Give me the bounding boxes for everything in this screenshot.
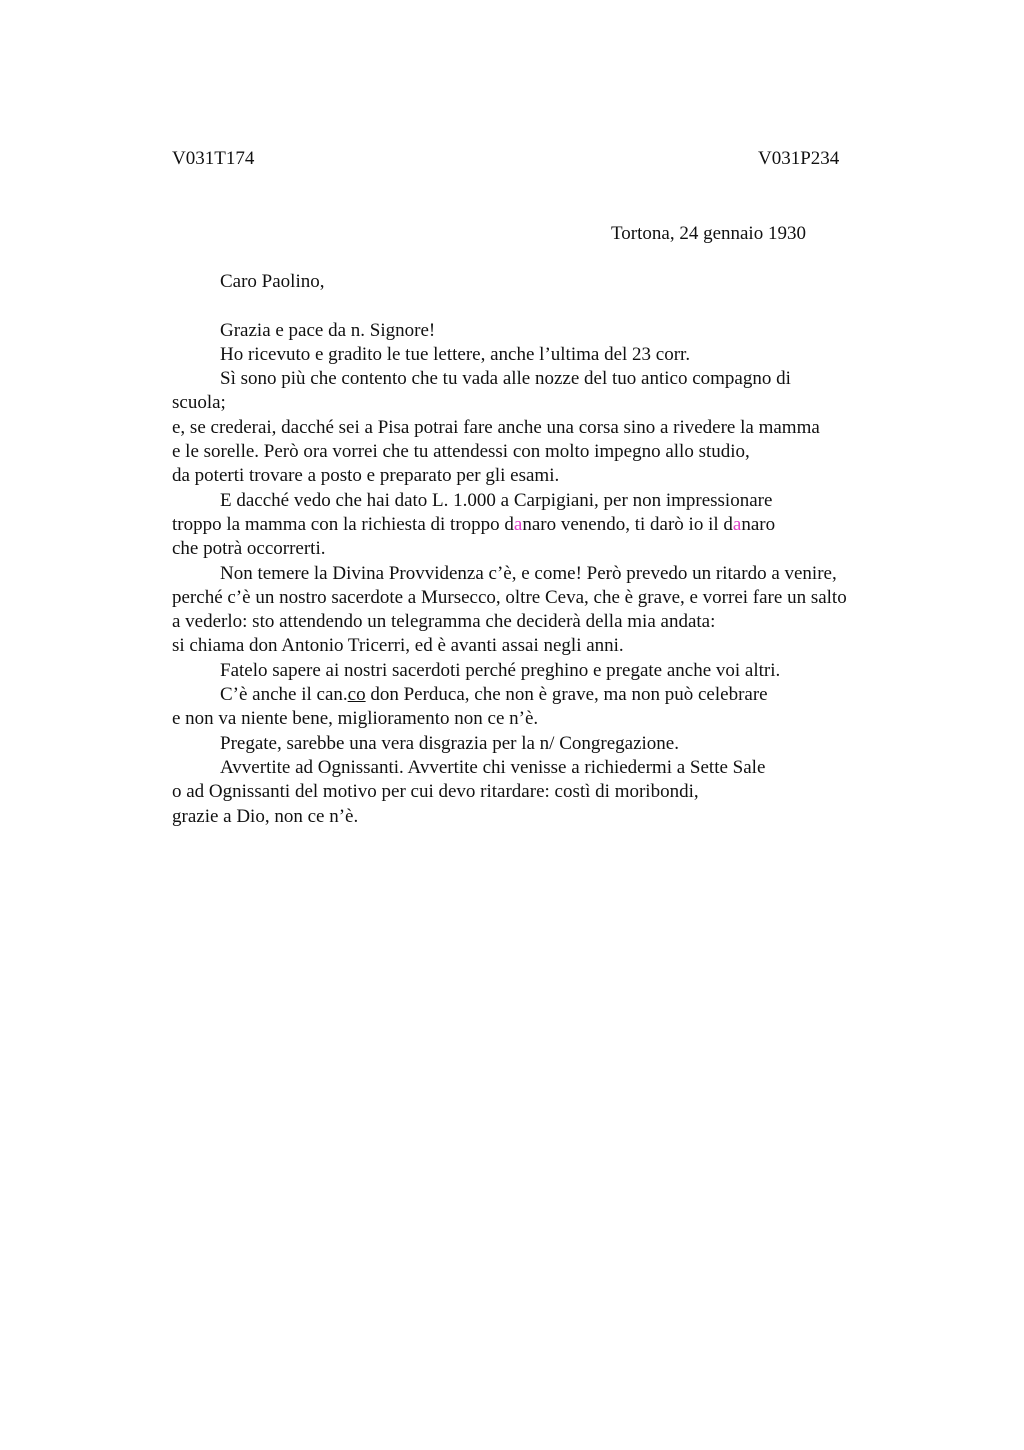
letter-line: perché c’è un nostro sacerdote a Mursecco, oltre Ceva, che è grave, e vorrei fare un salto: [172, 586, 847, 608]
letter-line: Sì sono più che contento che tu vada alle nozze del tuo antico compagno di: [220, 368, 791, 390]
letter-line: Grazia e pace da n. Signore!: [220, 319, 436, 341]
underlined-abbreviation: co: [347, 684, 366, 706]
letter-line: E dacché vedo che hai dato L. 1.000 a Carpigiani, per non impressionare: [220, 489, 773, 511]
letter-line: e non va niente bene, miglioramento non ce n’è.: [172, 708, 539, 730]
text-segment: don Perduca, che non è grave, ma non può celebrare: [365, 684, 768, 706]
letter-line: Fatelo sapere ai nostri sacerdoti perché preghino e pregate anche voi altri.: [220, 659, 781, 681]
letter-line: [172, 513, 932, 537]
letter-body: [172, 270, 932, 829]
text-segment: naro: [741, 513, 776, 535]
letter-line: a vederlo: sto attendendo un telegramma che deciderà della mia andata:: [172, 611, 716, 633]
paragraph-gap: [172, 294, 932, 318]
letter-line: o ad Ognissanti del motivo per cui devo ritardare: costì di moribondi,: [172, 781, 699, 803]
letter-line: Ho ricevuto e gradito le tue lettere, anche l’ultima del 23 corr.: [220, 343, 691, 365]
letter-line: scuola;: [172, 392, 226, 414]
letter-line: grazie a Dio, non ce n’è.: [172, 805, 359, 827]
text-segment: C’è anche il can.: [220, 684, 348, 706]
date-line: Tortona, 24 gennaio 1930: [611, 223, 806, 244]
text-segment: naro venendo, ti darò io il d: [522, 513, 733, 535]
letter-line: da poterti trovare a posto e preparato per gli esami.: [172, 465, 560, 487]
letter-line: e le sorelle. Però ora vorrei che tu attendessi con molto impegno allo studio,: [172, 441, 750, 463]
document-code-left: V031T174: [172, 148, 255, 169]
letter-line: e, se crederai, dacché sei a Pisa potrai fare anche una corsa sino a rivedere la mamma: [172, 416, 820, 438]
text-segment: troppo la mamma con la richiesta di troppo d: [172, 513, 514, 535]
letter-line: si chiama don Antonio Tricerri, ed è avanti assai negli anni.: [172, 635, 624, 657]
letter-line: Pregate, sarebbe una vera disgrazia per la n/ Congregazione.: [220, 732, 679, 754]
document-code-right: V031P234: [758, 148, 840, 169]
letter-line: [172, 683, 932, 707]
highlighted-letter: a: [513, 513, 523, 535]
letter-line: Non temere la Divina Provvidenza c’è, e come! Però prevedo un ritardo a venire,: [220, 562, 837, 584]
salutation: Caro Paolino,: [220, 271, 325, 292]
highlighted-letter: a: [732, 513, 742, 535]
letter-line: Avvertite ad Ognissanti. Avvertite chi venisse a richiedermi a Sette Sale: [220, 756, 766, 778]
letter-line: che potrà occorrerti.: [172, 538, 326, 560]
